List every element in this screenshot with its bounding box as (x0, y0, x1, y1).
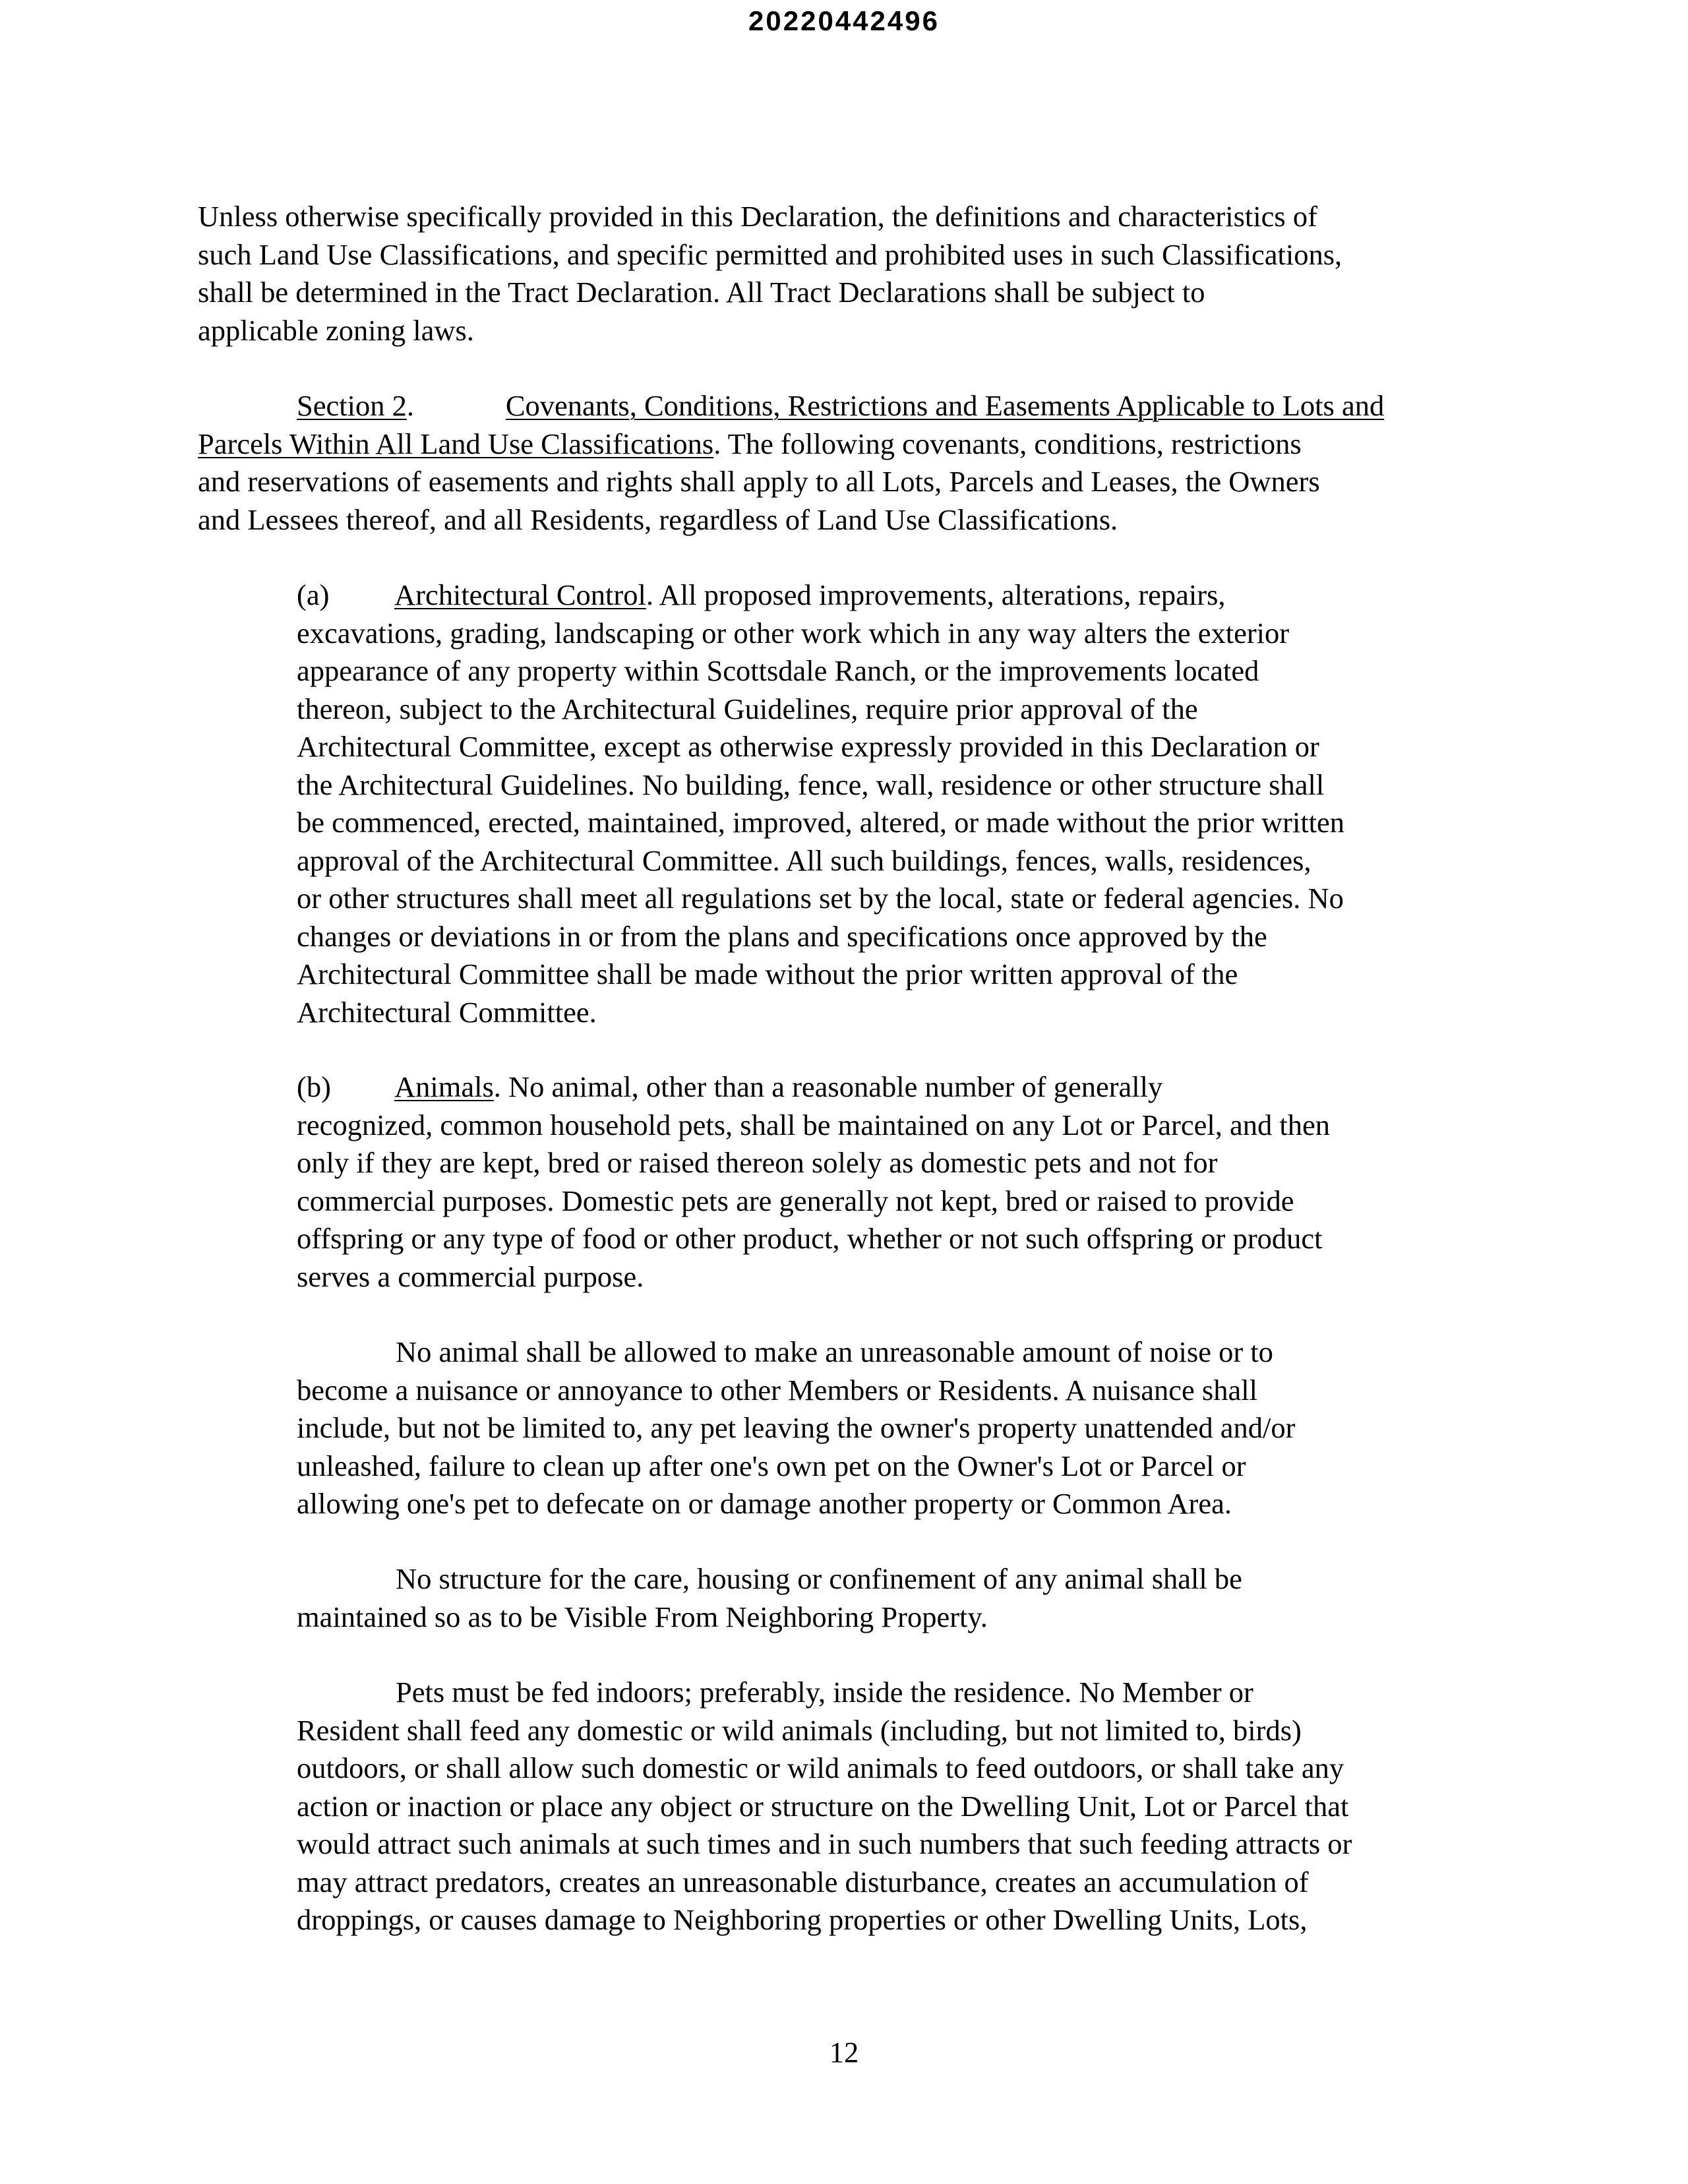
feeding-paragraph (297, 1674, 1510, 1939)
text-line: Resident shall feed any domestic or wild animals (including, but not limited to, birds) (297, 1713, 1302, 1747)
text-line: excavations, grading, landscaping or other work which in any way alters the exterior (297, 616, 1290, 650)
item-a-marker: (a) (297, 578, 330, 611)
text-line-content: No structure for the care, housing or confinement of any animal shall be (396, 1562, 1242, 1595)
item-a-text: . All proposed improvements, alterations, repairs, (646, 578, 1226, 611)
text-line: and reservations of easements and rights shall apply to all Lots, Parcels and Leases, the Owners (198, 465, 1320, 498)
text-line: maintained so as to be Visible From Neighboring Property. (297, 1600, 988, 1633)
text-line (297, 1560, 1510, 1598)
text-line (297, 1674, 1510, 1712)
text-line: droppings, or causes damage to Neighboring properties or other Dwelling Units, Lots, (297, 1903, 1308, 1936)
text-line: such Land Use Classifications, and specific permitted and prohibited uses in such Classifications, (198, 237, 1342, 271)
text-line: thereon, subject to the Architectural Guidelines, require prior approval of the (297, 692, 1198, 725)
text-line: be commenced, erected, maintained, improved, altered, or made without the prior written (297, 806, 1345, 839)
section-2-label: Section 2 (297, 389, 407, 422)
text-line: unleashed, failure to clean up after one's own pet on the Owner's Lot or Parcel or (297, 1449, 1246, 1482)
text-line: commercial purposes. Domestic pets are generally not kept, bred or raised to provide (297, 1184, 1294, 1217)
text-line: allowing one's pet to defecate on or damage another property or Common Area. (297, 1487, 1232, 1520)
noise-paragraph (297, 1333, 1510, 1523)
text-line: Unless otherwise specifically provided in this Declaration, the definitions and characteristics of (198, 200, 1317, 233)
document-number: 20220442496 (748, 5, 940, 36)
item-a-paragraph (297, 576, 1510, 1031)
text-line: recognized, common household pets, shall be maintained on any Lot or Parcel, and then (297, 1108, 1330, 1141)
intro-paragraph (198, 198, 1510, 349)
text-line: and Lessees thereof, and all Residents, regardless of Land Use Classifications. (198, 502, 1118, 536)
text-line: changes or deviations in or from the plans and specifications once approved by the (297, 919, 1267, 953)
text-line: Architectural Committee, except as otherwise expressly provided in this Declaration or (297, 730, 1319, 763)
text-line: shall be determined in the Tract Declaration. All Tract Declarations shall be subject to (198, 276, 1205, 309)
text-line: applicable zoning laws. (198, 313, 474, 347)
page-number: 12 (829, 2036, 859, 2069)
section-2-paragraph (198, 387, 1510, 539)
item-b-paragraph (297, 1068, 1510, 1296)
text-line: the Architectural Guidelines. No building, fence, wall, residence or other structure shall (297, 768, 1325, 801)
section-2-heading-line2 (198, 425, 1510, 464)
section-2-title-part1: Covenants, Conditions, Restrictions and Easements Applicable to Lots and (505, 389, 1385, 422)
item-b-heading-line (297, 1068, 1510, 1107)
structure-paragraph (297, 1560, 1510, 1636)
item-a-title: Architectural Control (394, 578, 646, 611)
text-line: approval of the Architectural Committee. All such buildings, fences, walls, residences, (297, 843, 1311, 877)
text-line: would attract such animals at such times and in such numbers that such feeding attracts or (297, 1827, 1352, 1860)
text-line: Architectural Committee. (297, 995, 597, 1029)
text-line: Architectural Committee shall be made without the prior written approval of the (297, 957, 1238, 990)
text-line: offspring or any type of food or other product, whether or not such offspring or product (297, 1222, 1323, 1255)
text-line: may attract predators, creates an unreasonable disturbance, creates an accumulation of (297, 1865, 1309, 1898)
text-line: include, but not be limited to, any pet leaving the owner's property unattended and/or (297, 1411, 1296, 1444)
item-b-title: Animals (394, 1070, 494, 1103)
text-line: become a nuisance or annoyance to other Members or Residents. A nuisance shall (297, 1373, 1257, 1407)
section-2-title-part2: Parcels Within All Land Use Classifications (198, 427, 714, 460)
section-2-heading-line (198, 387, 1510, 425)
text-line: outdoors, or shall allow such domestic or wild animals to feed outdoors, or shall take any (297, 1751, 1344, 1784)
item-b-text: . No animal, other than a reasonable number of generally (493, 1070, 1163, 1103)
text-line-content: No animal shall be allowed to make an unreasonable amount of noise or to (396, 1335, 1273, 1368)
text-line: action or inaction or place any object or structure on the Dwelling Unit, Lot or Parcel that (297, 1789, 1349, 1823)
text-line-content: Pets must be fed indoors; preferably, inside the residence. No Member or (396, 1676, 1253, 1709)
item-b-marker: (b) (297, 1070, 331, 1103)
text-line: serves a commercial purpose. (297, 1259, 644, 1293)
item-a-heading-line (297, 576, 1510, 615)
text-line: or other structures shall meet all regulations set by the local, state or federal agencies. No (297, 882, 1344, 915)
text-line: only if they are kept, bred or raised thereon solely as domestic pets and not for (297, 1146, 1218, 1179)
section-2-period: . (406, 389, 414, 422)
text-line (297, 1333, 1510, 1372)
text-line: appearance of any property within Scottsdale Ranch, or the improvements located (297, 654, 1259, 687)
section-2-text: . The following covenants, conditions, restrictions (713, 427, 1302, 460)
